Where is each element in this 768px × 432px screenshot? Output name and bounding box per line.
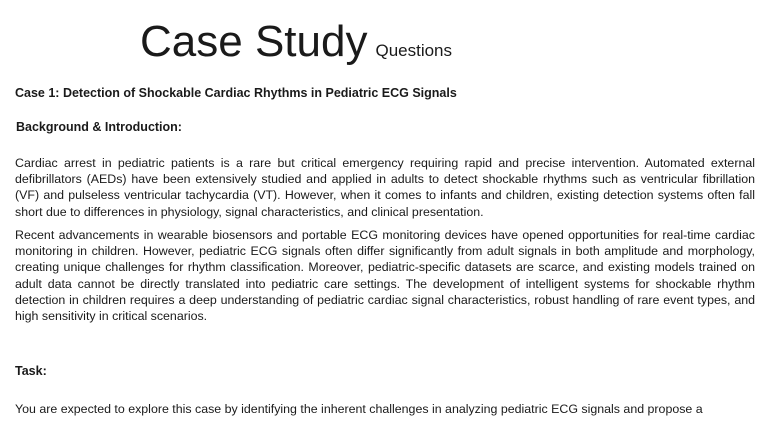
- background-paragraph-1: Cardiac arrest in pediatric patients is a rare but critical emergency requiring rapid and precise intervention. Automated external defibrillators (AEDs) have been extensively studied and applied in adults to detect shockable rhythms such as ventricular fibrillation (VF) and pulseless ventricular tachycardia (VT). However, when it comes to infants and children, existing detection systems often fall short due to differences in physiology, signal characteristics, and clinical presentation.: [15, 156, 755, 219]
- task-text: You are expected to explore this case by identifying the inherent challenges in analyzing pediatric ECG signals and propose a: [15, 402, 703, 416]
- task-heading: Task:: [15, 364, 47, 378]
- background-paragraph-2: Recent advancements in wearable biosensors and portable ECG monitoring devices have opened opportunities for real-time cardiac monitoring in children. However, pediatric ECG signals often differ significantly from adult signals in both amplitude and morphology, creating unique challenges for rhythm classification. Moreover, pediatric-specific datasets are scarce, and existing models trained on adult data cannot be directly translated into pediatric care settings. The development of intelligent systems for shockable rhythm detection in children requires a deep understanding of pediatric cardiac signal characteristics, robust handling of rare event types, and high sensitivity in critical scenarios.: [15, 228, 755, 324]
- background-heading: Background & Introduction:: [16, 120, 182, 134]
- case-heading: Case 1: Detection of Shockable Cardiac Rhythms in Pediatric ECG Signals: [15, 86, 457, 100]
- title-main: Case Study: [140, 17, 368, 66]
- title-subtitle: Questions: [375, 41, 453, 60]
- slide-title: [140, 14, 452, 70]
